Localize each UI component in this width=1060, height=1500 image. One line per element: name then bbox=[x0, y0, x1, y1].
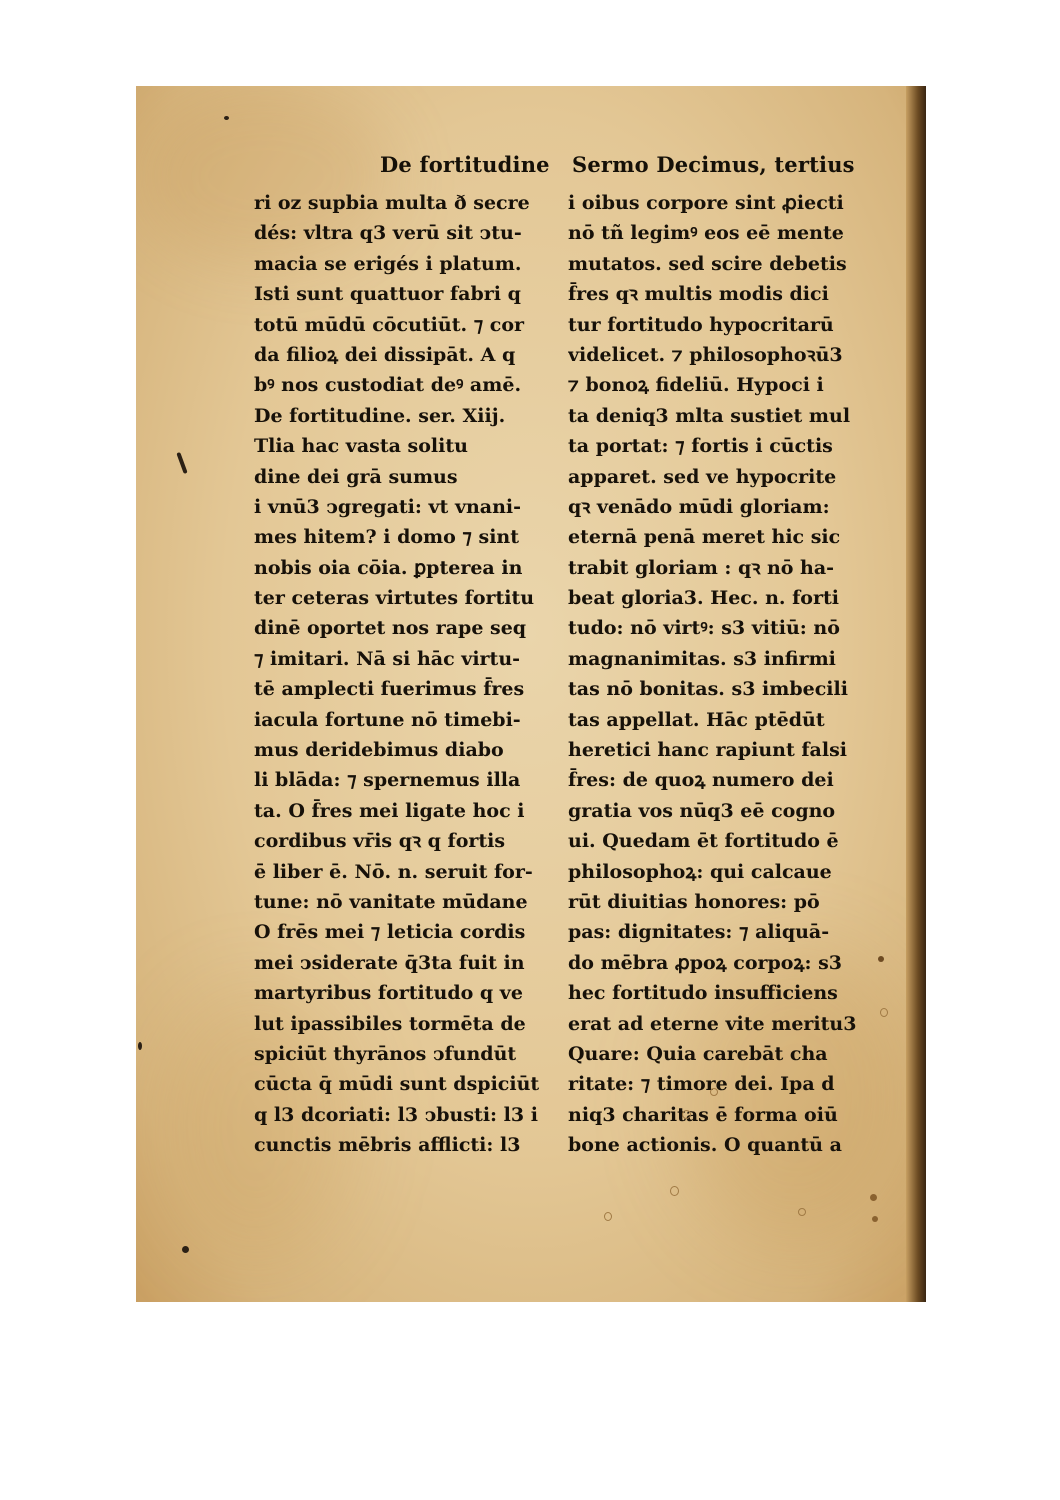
text-line: tas appellat. Hāc ptēdūt bbox=[568, 708, 825, 731]
text-line: do mēbra ꝓpoꝝ corpoꝝ: s3 bbox=[568, 951, 842, 974]
text-line: cunctis mēbris afflicti: l3 bbox=[254, 1134, 521, 1157]
text-line: rūt diuitias honores: pō bbox=[568, 890, 820, 913]
text-line: li blāda: ⁊ spernemus illa bbox=[254, 769, 521, 792]
text-line: i vnū3 ↄgregati: vt vnani- bbox=[254, 495, 522, 518]
text-line: videlicet. ⁊ philosophoꝛū3 bbox=[568, 343, 843, 366]
text-line: tas nō bonitas. s3 imbecili bbox=[568, 678, 848, 701]
text-line: dine dei grā sumus bbox=[254, 465, 458, 488]
text-line: nō tñ legimꝰ eos eē mente bbox=[568, 222, 844, 245]
text-line: De fortitudine. ser. Xiij. bbox=[254, 404, 506, 427]
text-line: i oibus corpore sint ꝓiecti bbox=[568, 192, 844, 214]
text-line: niq3 charitas ē forma oiū bbox=[568, 1103, 838, 1126]
text-line: martyribus fortitudo q ve bbox=[254, 982, 523, 1005]
text-line: bone actionis. O quantū a bbox=[568, 1134, 842, 1157]
foxing-ring bbox=[682, 1110, 691, 1119]
text-line: tudo: nō virtꝰ: s3 vitiū: nō bbox=[568, 617, 840, 640]
text-line: totū mūdū cōcutiūt. ⁊ cor bbox=[254, 313, 525, 336]
foxing-ring bbox=[710, 1088, 718, 1096]
text-line: O frēs mei ⁊ leticia cordis bbox=[254, 921, 526, 944]
text-line: spiciūt thyrānos ↄfundūt bbox=[254, 1042, 517, 1065]
text-line: erat ad eterne vite meritu3 bbox=[568, 1012, 857, 1035]
text-line: ui. Quedam ēt fortitudo ē bbox=[568, 830, 839, 853]
text-line: lut ipassibiles tormēta de bbox=[254, 1012, 526, 1035]
text-line: ta deniq3 mlta sustiet mul bbox=[568, 404, 851, 427]
text-line: ē liber ē. Nō. n. seruit for- bbox=[254, 860, 533, 883]
text-line: ⁊ bonoꝝ fideliū. Hypoci i bbox=[568, 374, 824, 397]
text-line: f̄res: de quoꝝ numero dei bbox=[568, 769, 834, 792]
text-line: dés: vltra q3 verū sit ↄtu- bbox=[254, 222, 522, 245]
text-line: pas: dignitates: ⁊ aliquā- bbox=[568, 921, 830, 944]
ink-speck bbox=[182, 1246, 189, 1253]
text-line: magnanimitas. s3 infirmi bbox=[568, 647, 836, 670]
text-line: tē amplecti fuerimus f̄res bbox=[254, 678, 525, 701]
ink-speck bbox=[878, 956, 884, 962]
running-header-right: Sermo Decimus, tertius bbox=[572, 152, 855, 177]
text-line: ta. O f̄res mei ligate hoc i bbox=[254, 799, 525, 822]
text-line: bꝰ nos custodiat deꝰ amē. bbox=[254, 374, 522, 397]
foxing-ring bbox=[880, 1008, 888, 1017]
ink-speck bbox=[176, 452, 187, 474]
text-line: iacula fortune nō timebi- bbox=[254, 708, 521, 731]
text-line: gratia vos nūq3 eē cogno bbox=[568, 799, 836, 822]
foxing-ring bbox=[798, 1208, 806, 1216]
text-line: q l3 dcoriati: l3 ↄbusti: l3 i bbox=[254, 1103, 538, 1126]
text-line: trabit gloriam : qꝛ nō ha- bbox=[568, 556, 835, 579]
text-line: f̄res qꝛ multis modis dici bbox=[568, 283, 829, 306]
text-line: dinē oportet nos rape seq bbox=[254, 617, 527, 640]
text-line: apparet. sed ve hypocrite bbox=[568, 465, 837, 488]
text-line: mei ↄsiderate q̄3ta fuit in bbox=[254, 951, 525, 974]
text-line: ta portat: ⁊ fortis i cūctis bbox=[568, 435, 833, 458]
text-line: mutatos. sed scire debetis bbox=[568, 252, 847, 275]
text-line: ter ceteras virtutes fortitu bbox=[254, 587, 535, 610]
text-line: philosophoꝝ: qui calcaue bbox=[568, 860, 832, 883]
text-line: mes hitem? i domo ⁊ sint bbox=[254, 526, 519, 549]
text-line: beat gloria3. Hec. n. forti bbox=[568, 587, 839, 610]
text-line: cordibus vr̄is qꝛ q fortis bbox=[254, 830, 506, 853]
text-line: tur fortitudo hypocritarū bbox=[568, 313, 834, 336]
text-line: tune: nō vanitate mūdane bbox=[254, 890, 528, 913]
text-line: Isti sunt quattuor fabri q bbox=[254, 283, 521, 306]
foxing-ring bbox=[670, 1186, 679, 1196]
ink-speck bbox=[870, 1194, 877, 1201]
text-line: Tlia hac vasta solitu bbox=[254, 435, 468, 458]
ink-speck bbox=[872, 1216, 878, 1222]
text-column-left bbox=[254, 188, 554, 1161]
text-line: ⁊ imitari. Nā si hāc virtu- bbox=[254, 647, 521, 670]
text-line: ritate: ⁊ timore dei. Ipa d bbox=[568, 1073, 835, 1096]
text-column-right bbox=[568, 188, 888, 1161]
text-line: macia se erigés i platum. bbox=[254, 252, 522, 275]
text-line: qꝛ venādo mūdi gloriam: bbox=[568, 495, 830, 518]
text-line: heretici hanc rapiunt falsi bbox=[568, 739, 847, 762]
text-line: eternā penā meret hic sic bbox=[568, 526, 841, 549]
text-line: da filioꝝ dei dissipāt. A q bbox=[254, 343, 516, 366]
text-line: hec fortitudo insufficiens bbox=[568, 982, 838, 1005]
ink-speck bbox=[224, 116, 229, 120]
ink-speck bbox=[138, 1042, 142, 1050]
running-header-left: De fortitudine bbox=[380, 152, 550, 177]
text-line: ri oz supbia multa ð secre bbox=[254, 192, 530, 214]
text-line: Quare: Quia carebāt cha bbox=[568, 1042, 828, 1065]
text-line: nobis oia cōia. ꝑpterea in bbox=[254, 556, 523, 579]
text-line: cūcta q̄ mūdi sunt dspiciūt bbox=[254, 1073, 540, 1096]
binding-gutter bbox=[906, 86, 926, 1302]
foxing-ring bbox=[604, 1212, 612, 1221]
text-line: mus deridebimus diabo bbox=[254, 739, 504, 762]
scanned-book-page bbox=[136, 86, 926, 1302]
